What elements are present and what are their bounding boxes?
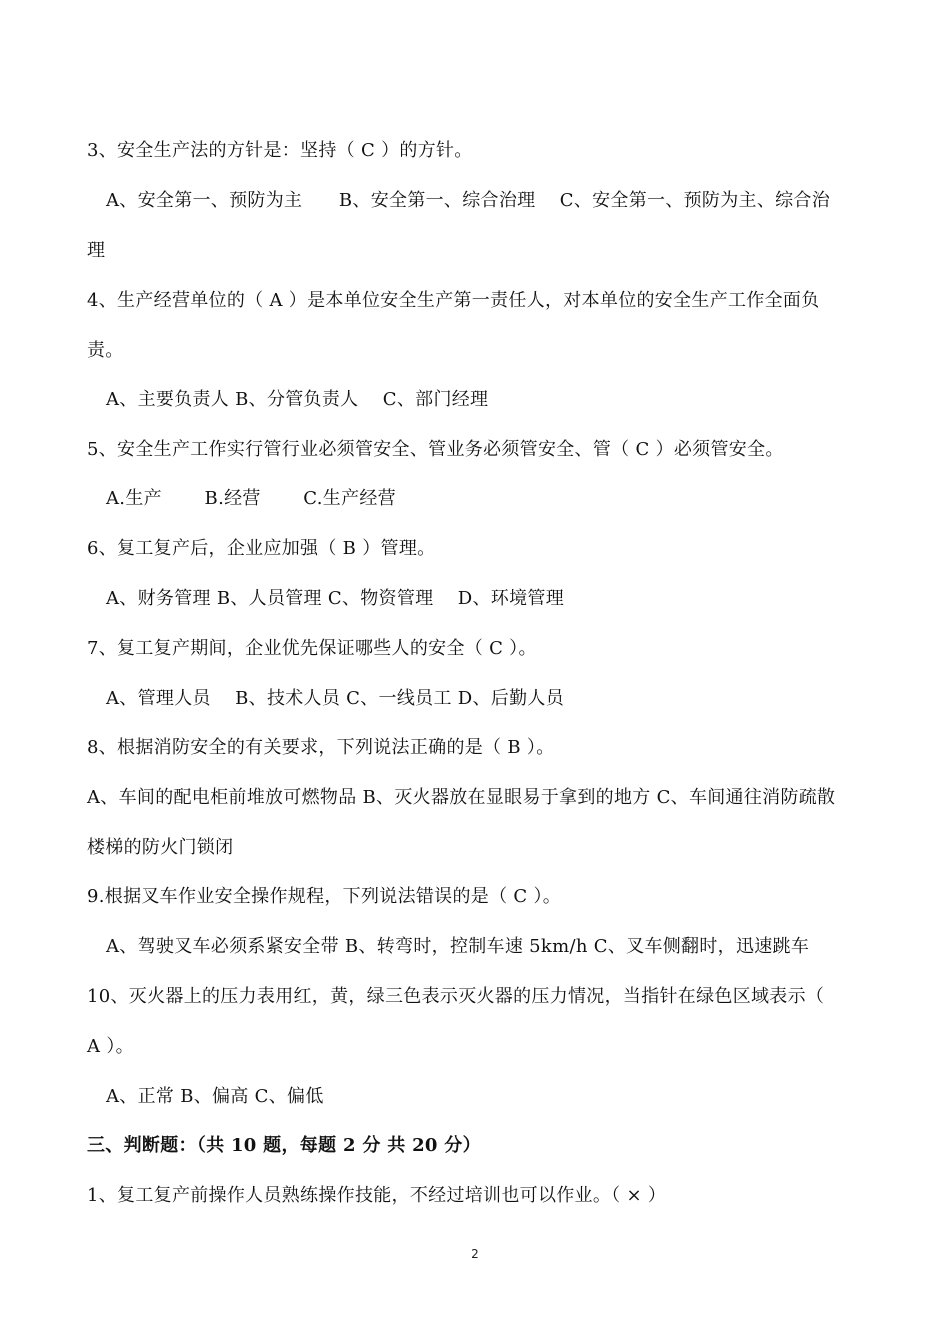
question-7: 7、复工复产期间，企业优先保证哪些人的安全（ C ）。 (87, 638, 537, 659)
question-9-options: A、驾驶叉车必须系紧安全带 B、转弯时，控制车速 5km/h C、叉车侧翻时，迅速跳车 (106, 936, 810, 957)
question-6-options: A、财务管理 B、人员管理 C、物资管理 D、环境管理 (106, 588, 564, 609)
question-4-continued: 责。 (87, 340, 124, 361)
question-10-continued: A ）。 (87, 1036, 134, 1057)
question-3: 3、安全生产法的方针是：坚持（ C ）的方针。 (87, 140, 473, 161)
question-4: 4、生产经营单位的（ A ）是本单位安全生产第一责任人，对本单位的安全生产工作全面负 (87, 290, 820, 311)
question-8: 8、根据消防安全的有关要求，下列说法正确的是（ B ）。 (87, 737, 555, 758)
question-10: 10、灭火器上的压力表用红，黄，绿三色表示灭火器的压力情况，当指针在绿色区域表示（ (87, 986, 825, 1007)
question-8-options-continued: 楼梯的防火门锁闭 (87, 837, 234, 858)
true-false-question-1: 1、复工复产前操作人员熟练操作技能，不经过培训也可以作业。（ × ） (87, 1185, 667, 1206)
question-7-options: A、管理人员 B、技术人员 C、一线员工 D、后勤人员 (106, 688, 564, 709)
question-3-options-continued: 理 (87, 240, 106, 261)
page-number: 2 (471, 1247, 479, 1261)
question-3-options: A、安全第一、预防为主 B、安全第一、综合治理 C、安全第一、预防为主、综合治 (106, 190, 831, 211)
question-5: 5、安全生产工作实行管行业必须管安全、管业务必须管安全、管（ C ）必须管安全。 (87, 439, 784, 460)
section-heading-true-false: 三、判断题：（共 10 题，每题 2 分 共 20 分） (87, 1135, 481, 1156)
question-4-options: A、主要负责人 B、分管负责人 C、部门经理 (106, 389, 489, 410)
question-8-options: A、车间的配电柜前堆放可燃物品 B、灭火器放在显眼易于拿到的地方 C、车间通往消防疏散 (87, 787, 836, 808)
question-10-options: A、正常 B、偏高 C、偏低 (106, 1086, 324, 1107)
question-5-options: A.生产 B.经营 C.生产经营 (106, 488, 396, 509)
question-9: 9.根据叉车作业安全操作规程，下列说法错误的是（ C ）。 (87, 886, 562, 907)
question-6: 6、复工复产后，企业应加强（ B ）管理。 (87, 538, 436, 559)
